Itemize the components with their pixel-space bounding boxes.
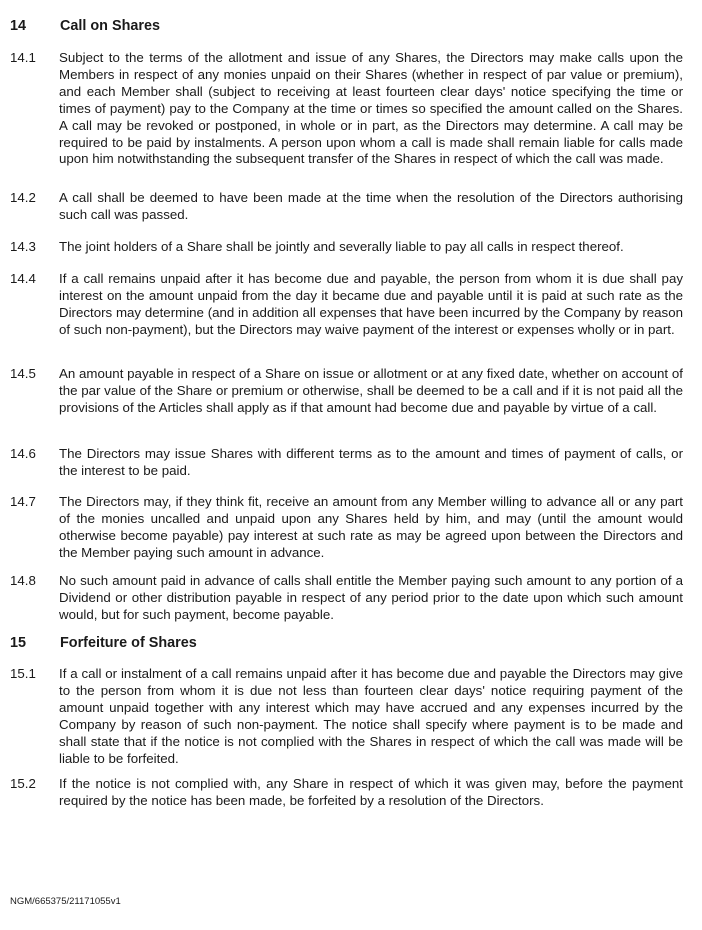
section-15-number: 15 (10, 635, 27, 651)
clause-text: An amount payable in respect of a Share on issue or allotment or at any fixed date, whether on account of the par value of the Share or premium or otherwise, shall be deemed to be a call and if it is not paid all the provisions of the Articles shall apply as if that amount had become due and payable by virtue of a call. (59, 366, 683, 415)
clause-text: If a call or instalment of a call remains unpaid after it has become due and payable the Directors may give to the person from whom it is due not less than fourteen clear days' notice requiring payment of the amount unpaid together with any interest which may have accrued and any expenses incurred by the Company by reason of such non-payment. The notice shall specify where payment is to be made and shall state that if the notice is not complied with the Shares in respect of which the call was made will be liable to be forfeited. (59, 666, 683, 766)
clause-number: 14.4 (10, 271, 36, 286)
clause-text: The Directors may, if they think fit, receive an amount from any Member willing to advance all or any part of the monies uncalled and unpaid upon any Shares held by him, and may (until the amount would otherwise become payable) pay interest at such rate as may be agreed upon between the Directors and the Member paying such amount in advance. (59, 494, 683, 560)
clause-text: No such amount paid in advance of calls shall entitle the Member paying such amount to any portion of a Dividend or other distribution payable in respect of any period prior to the date upon which such amount would, but for such payment, become payable. (59, 573, 683, 622)
clause-text: The joint holders of a Share shall be jointly and severally liable to pay all calls in respect thereof. (59, 239, 624, 254)
clause-text: The Directors may issue Shares with different terms as to the amount and times of payment of calls, or the interest to be paid. (59, 446, 683, 478)
section-15-title: Forfeiture of Shares (60, 635, 197, 651)
section-14-title: Call on Shares (60, 18, 160, 34)
clause-number: 14.3 (10, 239, 36, 254)
clause-text: If a call remains unpaid after it has become due and payable, the person from whom it is due shall pay interest on the amount unpaid from the day it became due and payable until it is paid at such rate as the Directors may determine (and in addition all expenses that have been incurred by the Company by reason of such non-payment), but the Directors may waive payment of the interest or expenses wholly or in part. (59, 271, 683, 337)
clause-number: 14.6 (10, 446, 36, 461)
clause-number: 15.2 (10, 776, 36, 791)
clause-number: 15.1 (10, 666, 36, 681)
clause-text: Subject to the terms of the allotment and issue of any Shares, the Directors may make calls upon the Members in respect of any monies unpaid on their Shares (whether in respect of par value or premium), and each Member shall (subject to receiving at least fourteen clear days' notice specifying the time or times of payment) pay to the Company at the time or times so specified the amount called on the Shares. A call may be revoked or postponed, in whole or in part, as the Directors may determine. A call may be required to be paid by instalments. A person upon whom a call is made shall remain liable for calls made upon him notwithstanding the subsequent transfer of the Shares in respect of which the call was made. (59, 50, 683, 167)
clause-number: 14.7 (10, 494, 36, 509)
document-reference: NGM/665375/21171055v1 (10, 896, 121, 907)
clause-text: A call shall be deemed to have been made at the time when the resolution of the Directors authorising such call was passed. (59, 190, 683, 222)
clause-number: 14.1 (10, 50, 36, 65)
clause-number: 14.8 (10, 573, 36, 588)
clause-text: If the notice is not complied with, any Share in respect of which it was given may, before the payment required by the notice has been made, be forfeited by a resolution of the Directors. (59, 776, 683, 808)
section-14-number: 14 (10, 18, 27, 34)
clause-number: 14.2 (10, 190, 36, 205)
clause-number: 14.5 (10, 366, 36, 381)
